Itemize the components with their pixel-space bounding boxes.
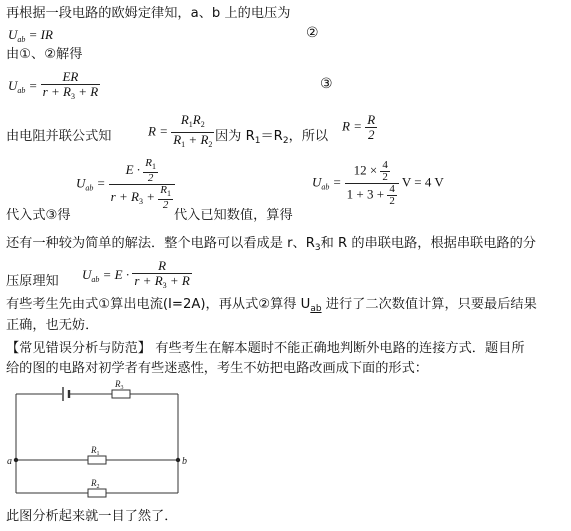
eq3-denominator (41, 84, 101, 104)
sub-num-a: E · (125, 161, 144, 177)
l7-b: 进行了二次数值计算，只要最后结果 (321, 297, 537, 312)
par-lhs: R = (148, 123, 172, 139)
div-numerator: R (158, 258, 167, 273)
sub-den-frac-n-s: 1 (166, 189, 171, 198)
half-formula (342, 113, 377, 142)
sub-fraction (109, 158, 175, 211)
par-den-s2: 2 (208, 140, 213, 149)
text-line-8: 正确，也无妨． (6, 318, 99, 333)
text-line-7 (6, 296, 537, 318)
div-den-s: 3 (162, 281, 167, 290)
num-num-frac-d: 2 (382, 171, 388, 183)
text-line-4: 代入式③得 (6, 208, 71, 223)
l9-b: 有些考生在解本题时不能正确地判断外电路的连接方式．题目所 (151, 341, 525, 356)
equation-3 (8, 70, 100, 104)
sub-eq: = (93, 175, 109, 191)
text-line-10: 给的图的电路对初学者有些迷惑性，考生不妨把电路改画成下面的形式： (6, 361, 428, 376)
label-b: b (182, 456, 187, 467)
text-line-6: 压原理知 (6, 274, 59, 289)
par-fraction (171, 113, 214, 152)
par-den-mid: + R (185, 132, 209, 147)
resistor-r3 (112, 390, 130, 398)
sub-denominator (109, 184, 175, 211)
half-fraction (365, 113, 377, 142)
l3b-c: ，所以 (288, 129, 329, 144)
sub-num-frac (143, 158, 158, 184)
num-den-frac-n: 4 (389, 183, 395, 195)
num-result: V = 4 V (398, 174, 444, 190)
num-numerator (345, 160, 399, 183)
num-eq: = (329, 174, 345, 190)
par-numerator (171, 113, 214, 132)
sub-den-b: + (142, 188, 159, 204)
eq2-rhs: = IR (25, 27, 53, 42)
label-r1-sub: 1 (96, 451, 100, 457)
section-heading: 【常见错误分析与防范】 (6, 341, 152, 356)
sub-num-frac-n-s: 1 (152, 162, 157, 171)
label-r1-main: R (91, 445, 97, 455)
div-den-a: r + R (134, 273, 163, 288)
eq3-lhs: U (8, 77, 18, 93)
par-den-s1: 1 (181, 140, 186, 149)
eq3-fraction (41, 70, 101, 104)
div-den-b: + R (166, 273, 190, 288)
sub-num-frac-n-a: R (145, 157, 153, 169)
l3b-s2: 2 (282, 136, 289, 146)
equation-mark-2: ② (306, 25, 319, 41)
eq3-sub: ab (17, 85, 26, 95)
sub-den-frac-n (158, 185, 173, 199)
par-denominator (171, 132, 214, 152)
num-denominator (345, 183, 399, 207)
text-line-5 (6, 235, 536, 257)
eq3-numerator: ER (62, 69, 79, 84)
circuit-diagram (0, 378, 200, 510)
num-sub: ab (321, 182, 330, 192)
div-sub: ab (91, 274, 100, 284)
l5-a: 还有一种较为简单的解法．整个电路可以看成是 r、R (6, 236, 315, 251)
label-r3-main: R (115, 379, 121, 389)
sub-sub: ab (85, 183, 94, 193)
sub-numerator (109, 158, 175, 184)
sub-num-frac-n (143, 158, 158, 172)
label-r2-main: R (91, 478, 97, 488)
text-line-11: 此图分析起来就一目了然了． (6, 509, 178, 524)
par-num-a: R (180, 112, 189, 127)
label-a: a (7, 456, 12, 467)
node-b (176, 458, 180, 462)
numeric-formula (312, 160, 444, 207)
num-den-a: 1 + 3 + (346, 186, 388, 202)
substituted-formula (76, 158, 175, 211)
l3b-b: ＝R (260, 129, 283, 144)
eq3-eq: = (25, 77, 41, 93)
text-line-4b: 代入已知数值，算得 (174, 208, 293, 223)
parallel-formula (148, 113, 214, 152)
num-num-frac (380, 160, 390, 183)
resistor-r2 (88, 489, 106, 497)
div-eq: = E · (99, 266, 133, 282)
text-line-1: 再根据一段电路的欧姆定律知，a、b 上的电压为 (6, 6, 291, 21)
label-r1 (90, 445, 100, 457)
num-num-a: 12 × (353, 162, 381, 178)
text-line-2: 由①、②解得 (6, 47, 83, 62)
label-r3-sub: 3 (120, 385, 124, 391)
text-line-3b (215, 128, 328, 150)
equation-mark-3: ③ (320, 76, 333, 92)
half-lhs: R = (342, 118, 366, 134)
sub-den-s: 3 (138, 196, 143, 206)
par-num-s2: 2 (200, 120, 205, 129)
eq2-lhs: U (8, 27, 18, 42)
sub-den-a: r + R (110, 188, 139, 204)
half-denominator: 2 (365, 127, 377, 142)
sub-den-frac-d: 2 (158, 199, 173, 211)
text-line-3: 由电阻并联公式知 (6, 129, 112, 144)
num-den-frac (387, 184, 397, 207)
l7-a: 有些考生先由式①算出电流(I=2A)，再从式②算得 U (6, 297, 311, 312)
equation-2 (8, 27, 53, 44)
eq2-sub: ab (17, 35, 26, 44)
l5-sub: 3 (314, 243, 321, 253)
sub-lhs: U (76, 175, 86, 191)
num-lhs: U (312, 174, 322, 190)
sub-den-frac-n-a: R (160, 184, 167, 196)
eq3-den-tail: + R (74, 84, 99, 99)
sub-den-frac (158, 185, 173, 211)
resistor-r1 (88, 456, 106, 464)
num-fraction (345, 160, 399, 207)
half-numerator: R (367, 112, 376, 127)
l5-b: 和 R 的串联电路，根据串联电路的分 (320, 236, 536, 251)
l3b-s1: 1 (254, 136, 261, 146)
eq3-den-a: r + R (42, 84, 71, 99)
label-r3 (114, 379, 124, 391)
l3b-a: 因为 R (215, 129, 255, 144)
divider-formula (82, 259, 192, 293)
l7-sub: ab (310, 304, 322, 314)
label-r2-sub: 2 (96, 484, 100, 490)
num-num-frac-n: 4 (382, 159, 388, 171)
div-fraction (132, 259, 192, 293)
label-r2 (90, 478, 100, 490)
eq3-den-sub: 3 (70, 92, 75, 101)
num-den-frac-d: 2 (389, 195, 395, 207)
node-a (14, 458, 18, 462)
par-num-s1: 1 (188, 120, 193, 129)
sub-num-frac-d: 2 (143, 172, 158, 184)
div-lhs: U (82, 266, 92, 282)
div-denominator (132, 273, 192, 293)
par-den-a: R (173, 132, 182, 147)
text-line-9 (6, 340, 525, 358)
par-num-mid: R (192, 112, 201, 127)
